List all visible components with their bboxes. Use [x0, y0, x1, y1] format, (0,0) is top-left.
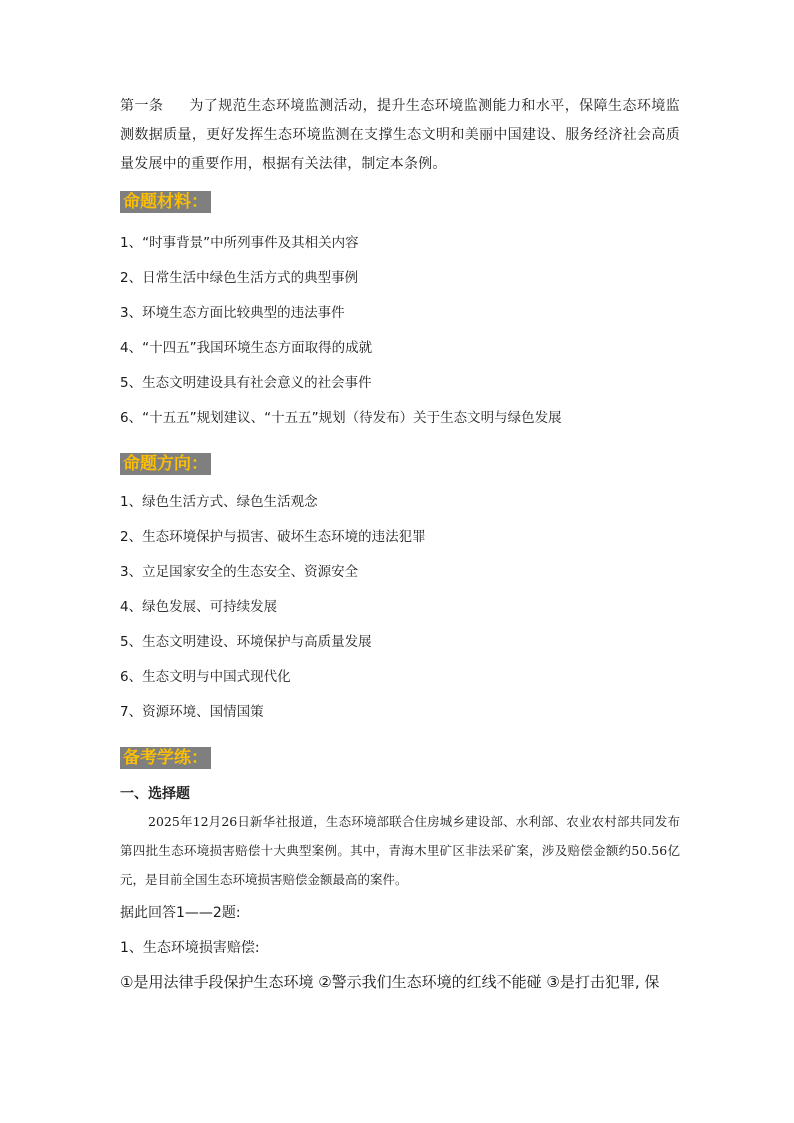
question-1: 1、生态环境损害赔偿:: [120, 940, 260, 956]
document-page: [120, 92, 680, 992]
directions-list: [120, 493, 680, 721]
list-item: 5、生态文明建设、环境保护与高质量发展: [120, 634, 372, 650]
list-item: 4、“十四五”我国环境生态方面取得的成就: [120, 340, 373, 356]
list-item: 6、“十五五”规划建议、“十五五”规划（待发布）关于生态文明与绿色发展: [120, 410, 562, 426]
news-paragraph: 2025年12月26日新华社报道，生态环境部联合住房城乡建设部、水利部、农业农村部共同发布第四批生态环境损害赔偿十大典型案例。其中，青海木里矿区非法采矿案，涉及赔偿金额约50.56亿元，是目前全国生态环境损害赔偿金额最高的案件。: [120, 814, 680, 887]
list-item: 1、“时事背景”中所列事件及其相关内容: [120, 235, 359, 251]
list-item: 1、绿色生活方式、绿色生活观念: [120, 494, 318, 510]
list-item: 5、生态文明建设具有社会意义的社会事件: [120, 375, 372, 391]
list-item: 4、绿色发展、可持续发展: [120, 599, 278, 615]
directions-heading: 命题方向：: [120, 453, 211, 475]
choice-question-heading: 一、选择题: [120, 786, 190, 802]
list-item: 3、环境生态方面比较典型的违法事件: [120, 305, 345, 321]
question-1-options: ①是用法律手段保护生态环境 ②警示我们生态环境的红线不能碰 ③是打击犯罪, 保: [120, 973, 660, 991]
article-text: 为了规范生态环境监测活动，提升生态环境监测能力和水平，保障生态环境监测数据质量，更好发挥生态环境监测在支撑生态文明和美丽中国建设、服务经济社会高质量发展中的重要作用，根据有关法律，制定本条例。: [120, 98, 680, 172]
list-item: 2、日常生活中绿色生活方式的典型事例: [120, 270, 359, 286]
question-prompt: 据此回答1——2题:: [120, 905, 241, 921]
list-item: 3、立足国家安全的生态安全、资源安全: [120, 564, 359, 580]
practice-heading: 备考学练：: [120, 747, 211, 769]
list-item: 7、资源环境、国情国策: [120, 704, 264, 720]
materials-heading: 命题材料：: [120, 191, 211, 213]
article-number: 第一条: [120, 98, 164, 114]
list-item: 2、生态环境保护与损害、破坏生态环境的违法犯罪: [120, 529, 426, 545]
list-item: 6、生态文明与中国式现代化: [120, 669, 291, 685]
materials-list: [120, 234, 680, 427]
intro-paragraph: [120, 92, 680, 179]
